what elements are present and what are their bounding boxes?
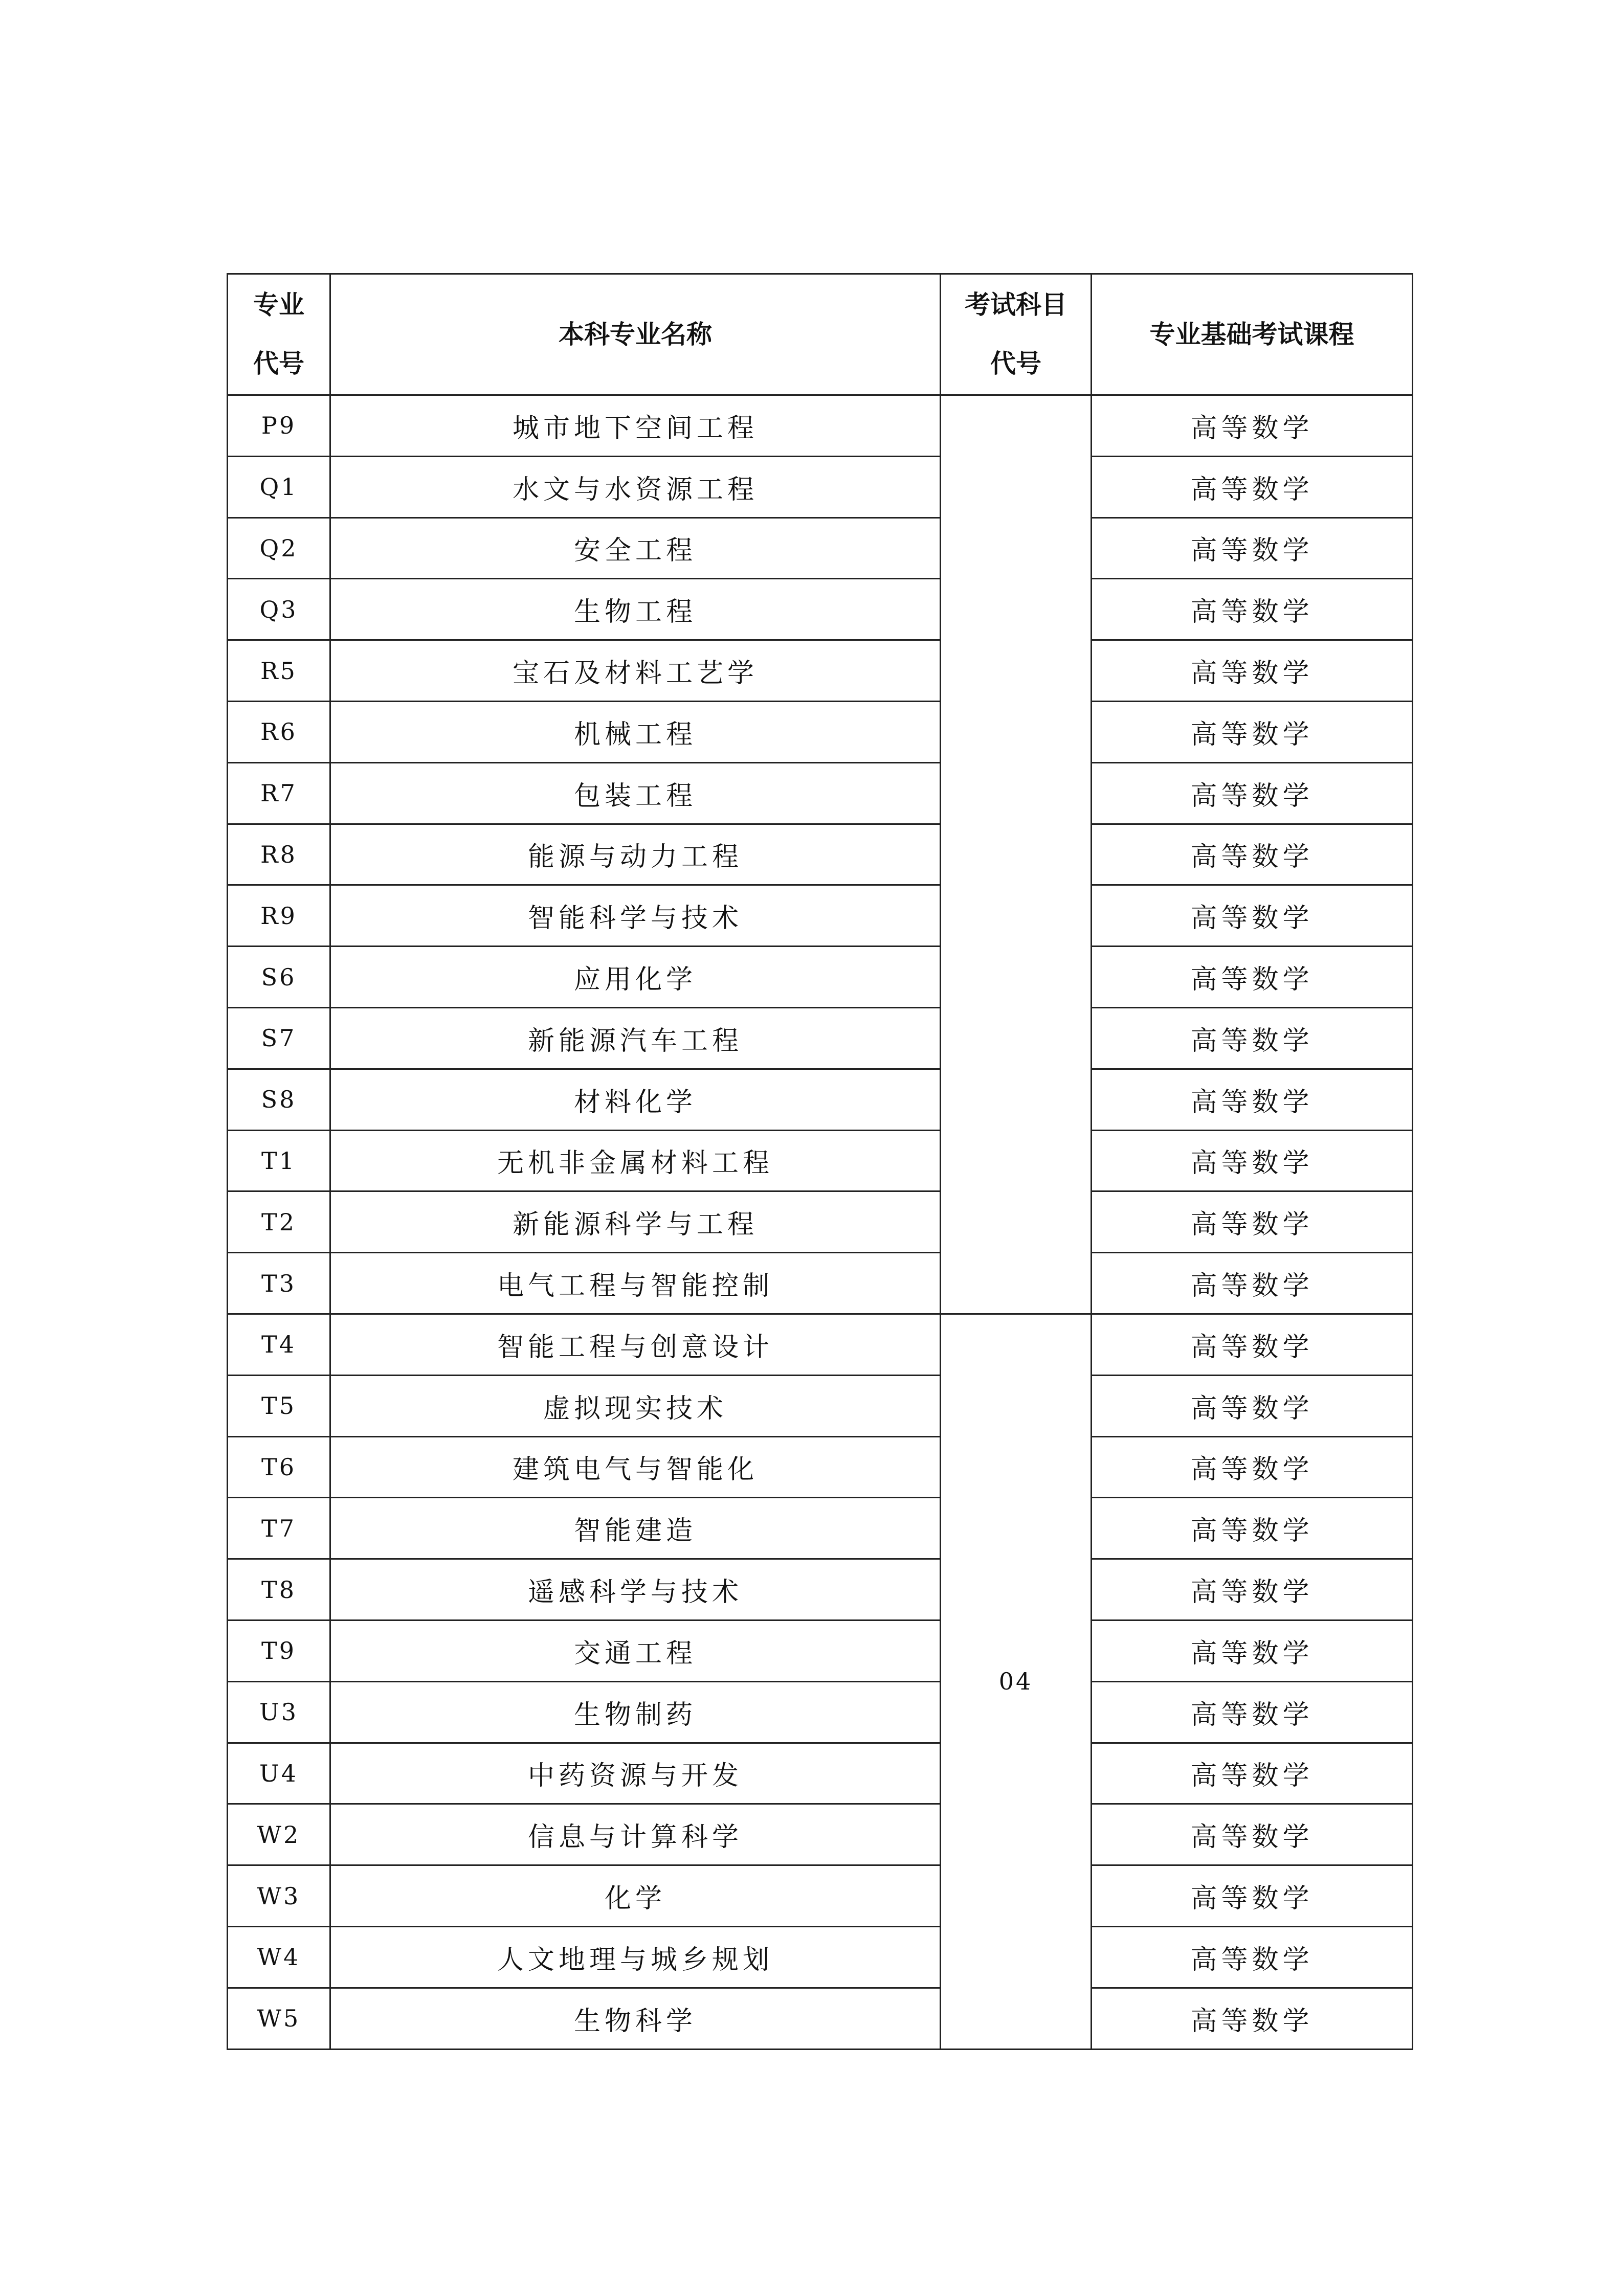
major-code-cell: R9	[228, 885, 330, 947]
table-row	[228, 1620, 1413, 1681]
table-row	[228, 395, 1413, 457]
major-code-cell: R6	[228, 701, 330, 762]
exam-course-cell: 高等数学	[1092, 579, 1413, 640]
major-name-cell: 虚拟现实技术	[330, 1375, 941, 1436]
header-exam-course: 专业基础考试课程	[1092, 274, 1413, 395]
major-name-cell: 城市地下空间工程	[330, 395, 941, 457]
exam-course-cell: 高等数学	[1092, 1804, 1413, 1865]
major-code-cell: T6	[228, 1436, 330, 1498]
major-name-cell: 中药资源与开发	[330, 1743, 941, 1804]
major-name-cell: 智能工程与创意设计	[330, 1314, 941, 1375]
table-row	[228, 1559, 1413, 1620]
major-code-cell: Q2	[228, 517, 330, 579]
major-name-cell: 水文与水资源工程	[330, 456, 941, 517]
exam-course-cell: 高等数学	[1092, 947, 1413, 1008]
exam-course-cell: 高等数学	[1092, 1314, 1413, 1375]
major-name-cell: 电气工程与智能控制	[330, 1253, 941, 1314]
exam-code-cell: 04	[941, 1314, 1092, 2049]
major-name-cell: 建筑电气与智能化	[330, 1436, 941, 1498]
table-row	[228, 1804, 1413, 1865]
exam-course-cell: 高等数学	[1092, 1498, 1413, 1559]
exam-course-cell: 高等数学	[1092, 1007, 1413, 1069]
major-name-cell: 新能源汽车工程	[330, 1007, 941, 1069]
major-code-cell: T3	[228, 1253, 330, 1314]
table-row	[228, 824, 1413, 885]
table-row	[228, 517, 1413, 579]
table-body	[228, 395, 1413, 2050]
table-row	[228, 1314, 1413, 1375]
exam-course-cell: 高等数学	[1092, 456, 1413, 517]
major-name-cell: 生物工程	[330, 579, 941, 640]
table-row	[228, 947, 1413, 1008]
exam-course-cell: 高等数学	[1092, 1253, 1413, 1314]
header-exam-subject-code	[941, 274, 1092, 395]
exam-course-cell: 高等数学	[1092, 885, 1413, 947]
table-row	[228, 1436, 1413, 1498]
exam-course-cell: 高等数学	[1092, 1926, 1413, 1988]
table-row	[228, 1375, 1413, 1436]
table-row	[228, 1988, 1413, 2049]
table-row	[228, 579, 1413, 640]
table-row	[228, 1253, 1413, 1314]
major-code-cell: T9	[228, 1620, 330, 1681]
major-code-cell: W2	[228, 1804, 330, 1865]
header-exam-code-line-2: 代号	[990, 349, 1041, 378]
exam-course-cell: 高等数学	[1092, 395, 1413, 457]
major-code-cell: S6	[228, 947, 330, 1008]
major-code-cell: T7	[228, 1498, 330, 1559]
table-row	[228, 1681, 1413, 1743]
exam-course-cell: 高等数学	[1092, 762, 1413, 824]
major-code-cell: W3	[228, 1865, 330, 1927]
major-name-cell: 智能建造	[330, 1498, 941, 1559]
exam-course-cell: 高等数学	[1092, 701, 1413, 762]
major-name-cell: 生物制药	[330, 1681, 941, 1743]
exam-course-cell: 高等数学	[1092, 824, 1413, 885]
major-name-cell: 包装工程	[330, 762, 941, 824]
table-row	[228, 1130, 1413, 1191]
exam-course-cell: 高等数学	[1092, 1191, 1413, 1253]
exam-course-cell: 高等数学	[1092, 517, 1413, 579]
table-row	[228, 701, 1413, 762]
major-code-cell: T4	[228, 1314, 330, 1375]
exam-course-cell: 高等数学	[1092, 1681, 1413, 1743]
major-name-cell: 无机非金属材料工程	[330, 1130, 941, 1191]
table-row	[228, 1926, 1413, 1988]
table-row	[228, 1069, 1413, 1130]
major-name-cell: 能源与动力工程	[330, 824, 941, 885]
major-name-cell: 新能源科学与工程	[330, 1191, 941, 1253]
major-code-cell: R5	[228, 640, 330, 702]
table-row	[228, 762, 1413, 824]
exam-course-cell: 高等数学	[1092, 1436, 1413, 1498]
table-row	[228, 456, 1413, 517]
table-row	[228, 1191, 1413, 1253]
table-row	[228, 1865, 1413, 1927]
header-major-code	[228, 274, 330, 395]
major-name-cell: 人文地理与城乡规划	[330, 1926, 941, 1988]
major-code-cell: P9	[228, 395, 330, 457]
major-name-cell: 宝石及材料工艺学	[330, 640, 941, 702]
exam-course-cell: 高等数学	[1092, 640, 1413, 702]
major-name-cell: 应用化学	[330, 947, 941, 1008]
header-major-name: 本科专业名称	[330, 274, 941, 395]
major-name-cell: 材料化学	[330, 1069, 941, 1130]
major-code-cell: W5	[228, 1988, 330, 2049]
major-code-cell: U4	[228, 1743, 330, 1804]
exam-course-cell: 高等数学	[1092, 1620, 1413, 1681]
exam-course-cell: 高等数学	[1092, 1069, 1413, 1130]
table-row	[228, 1007, 1413, 1069]
major-code-cell: S7	[228, 1007, 330, 1069]
exam-course-cell: 高等数学	[1092, 1988, 1413, 2049]
major-code-cell: Q3	[228, 579, 330, 640]
header-major-code-line-2: 代号	[253, 349, 304, 378]
header-major-code-line-1: 专业	[253, 290, 304, 320]
exam-course-cell: 高等数学	[1092, 1130, 1413, 1191]
major-code-cell: R7	[228, 762, 330, 824]
major-name-cell: 安全工程	[330, 517, 941, 579]
table-row	[228, 640, 1413, 702]
exam-course-cell: 高等数学	[1092, 1743, 1413, 1804]
major-code-cell: U3	[228, 1681, 330, 1743]
table-row	[228, 1743, 1413, 1804]
major-code-cell: T1	[228, 1130, 330, 1191]
table-row	[228, 885, 1413, 947]
major-name-cell: 信息与计算科学	[330, 1804, 941, 1865]
major-name-cell: 化学	[330, 1865, 941, 1927]
exam-course-cell: 高等数学	[1092, 1375, 1413, 1436]
header-row	[228, 274, 1413, 395]
exam-code-cell-upper	[941, 395, 1092, 1314]
major-code-cell: T2	[228, 1191, 330, 1253]
major-name-cell: 生物科学	[330, 1988, 941, 2049]
table-row	[228, 1498, 1413, 1559]
major-code-cell: T5	[228, 1375, 330, 1436]
exam-course-cell: 高等数学	[1092, 1865, 1413, 1927]
major-code-cell: R8	[228, 824, 330, 885]
major-name-cell: 遥感科学与技术	[330, 1559, 941, 1620]
majors-exam-table	[227, 273, 1413, 2050]
major-code-cell: Q1	[228, 456, 330, 517]
header-exam-code-line-1: 考试科目	[965, 290, 1067, 320]
major-code-cell: W4	[228, 1926, 330, 1988]
table-header	[228, 274, 1413, 395]
major-code-cell: S8	[228, 1069, 330, 1130]
exam-course-cell: 高等数学	[1092, 1559, 1413, 1620]
major-name-cell: 机械工程	[330, 701, 941, 762]
major-name-cell: 智能科学与技术	[330, 885, 941, 947]
major-name-cell: 交通工程	[330, 1620, 941, 1681]
major-code-cell: T8	[228, 1559, 330, 1620]
